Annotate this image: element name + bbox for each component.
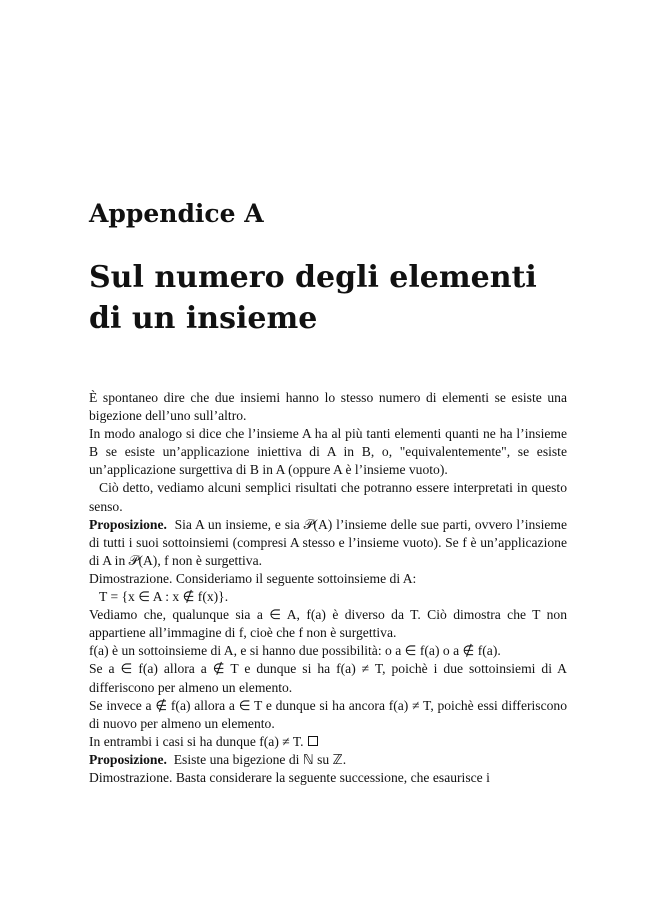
- paragraph-case-2: Se invece a ∉ f(a) allora a ∈ T e dunque si ha ancora f(a) ≠ T, poichè essi differiscono di nuovo per almeno un elemento.: [89, 697, 567, 731]
- formula-T: T = {x ∈ A : x ∉ f(x)}.: [99, 589, 229, 605]
- proposition-label: Proposizione.: [89, 516, 167, 532]
- paragraph-cio-detto: Ciò detto, vediamo alcuni semplici risultati che potranno essere interpretati in questo senso.: [89, 480, 567, 514]
- proposition-1: [89, 516, 567, 570]
- proposition-statement: Esiste una bigezione di ℕ su ℤ.: [173, 751, 347, 767]
- proposition-label: Proposizione.: [89, 751, 167, 767]
- appendix-label: Appendice A: [89, 199, 264, 228]
- proof-start: Dimostrazione. Consideriamo il seguente sottoinsieme di A:: [89, 570, 417, 586]
- paragraph-possibilita: f(a) è un sottoinsieme di A, e si hanno due possibilità: o a ∈ f(a) o a ∉ f(a).: [89, 643, 501, 659]
- paragraph-modo-analogo: In modo analogo si dice che l’insieme A ha al più tanti elementi quanti ne ha l’insieme B se esiste un’applicazione iniettiva di A in B, o, "equivalentemente", se esiste un’applicazione surgettiva di B in A (oppure A è l’insieme vuoto).: [89, 426, 567, 478]
- conclusion-text: In entrambi i casi si ha dunque f(a) ≠ T.: [89, 733, 304, 749]
- chapter-title: Sul numero degli elementi di un insieme: [89, 260, 537, 336]
- paragraph-conclusion: [89, 733, 567, 751]
- qed-icon: [308, 736, 318, 746]
- proposition-2: [89, 751, 567, 769]
- paragraph-case-1: Se a ∈ f(a) allora a ∉ T e dunque si ha f(a) ≠ T, poichè i due sottoinsiemi di A differiscono per almeno un elemento.: [89, 661, 567, 695]
- proposition-statement: Sia A un insieme, e sia 𝒫(A) l’insieme delle sue parti, ovvero l’insieme di tutti i suoi sottoinsiemi (compresi A stesso e l’insieme vuoto). Se f è un’applicazione di A in 𝒫(A), f non è surgettiva.: [89, 516, 568, 568]
- paragraph-vediamo: Vediamo che, qualunque sia a ∈ A, f(a) è diverso da T. Ciò dimostra che T non appartiene all’immagine di f, cioè che f non è surgettiva.: [89, 607, 567, 641]
- paragraph-bigezione: È spontaneo dire che due insiemi hanno lo stesso numero di elementi se esiste una bigezione dell’uno sull’altro.: [89, 390, 567, 424]
- proof-start: Dimostrazione. Basta considerare la seguente successione, che esaurisce i: [89, 769, 490, 785]
- body-text: [89, 389, 567, 787]
